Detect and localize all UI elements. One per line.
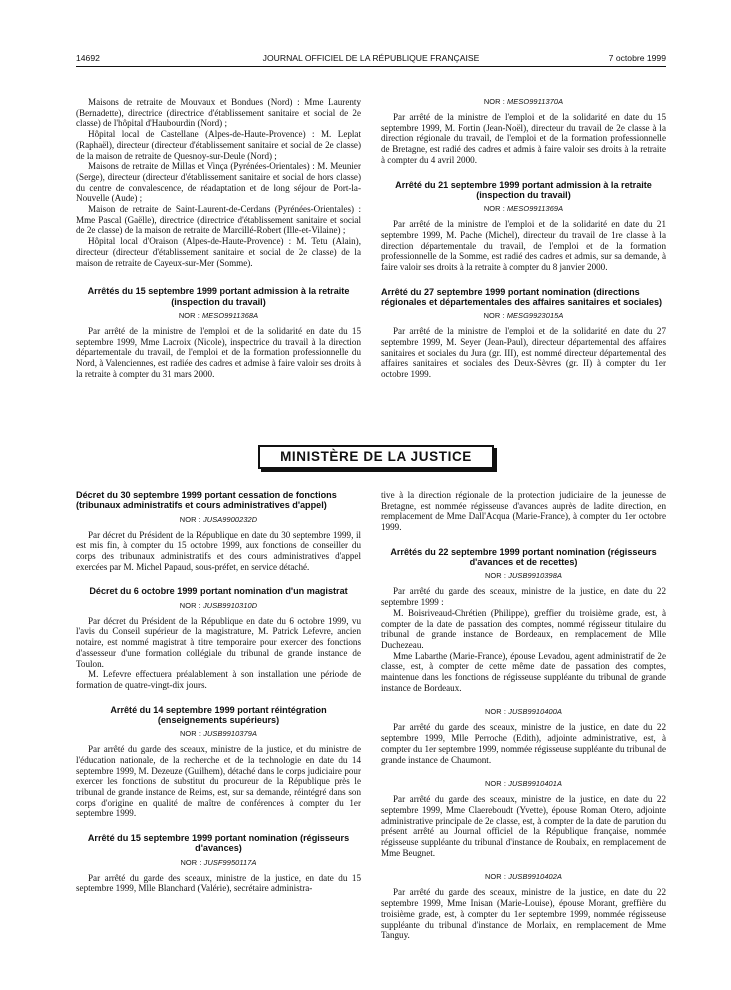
bottom-right-column: [381, 490, 666, 941]
nor-label: NOR :: [179, 600, 201, 610]
decree-text: Mme Labarthe (Marie-France), épouse Levadou, agent administratif de 2e classe, est, à compter de cette même date de passation des comptes, maintenue dans les fonctions de régisseuse suppléante du tribunal de grande instance de Bordeaux.: [381, 650, 666, 693]
page-number: 14692: [76, 53, 100, 63]
decree-text: M. Boisriveaud-Chrétien (Philippe), greffier du troisième grade, est, à compter de la date de passation des comptes, nommé régisseur titulaire du tribunal de grande instance de Bordeaux, en remplacement de Mlle Duchezeau.: [381, 607, 666, 650]
decree-text: Par arrêté du garde des sceaux, ministre de la justice, et du ministre de l'éducation nationale, de la recherche et de la technologie en date du 14 septembre 1999, M. Dezeuze (Guilhem), détaché dans le corps judiciaire pour exercer les fonctions de substitut du procureur de la République près le tribunal de grande instance de Reims, est, sur sa demande, réintégré dans son corps d'origine en qualité de maître de conférences à compter du 1er septembre 1999.: [76, 744, 361, 819]
nor-code: JUSB9910398A: [508, 571, 562, 581]
decree-text: Par arrêté du garde des sceaux, ministre de la justice, en date du 22 septembre 1999, Mme Claereboudt (Yvette), épouse Roman Otero, adjointe administrative principale de 2e classe, est, à compter de la date de parution du présent arrêté au Journal officiel de la République française, nommée régisseuse suppléante du tribunal d'instance de Roubaix, en remplacement de Mme Beugnet.: [381, 794, 666, 858]
decree-title: Arrêté du 21 septembre 1999 portant admission à la retraite (inspection du travail): [395, 179, 652, 200]
decree-title: Arrêtés du 15 septembre 1999 portant admission à la retraite (inspection du travail): [87, 286, 350, 307]
nor-label: NOR :: [179, 514, 201, 524]
nor-label: NOR :: [483, 311, 505, 321]
nor-reference: [381, 571, 666, 580]
decree-text: Par arrêté du garde des sceaux, ministre de la justice, en date du 22 septembre 1999, Mme Inisan (Marie-Louise), épouse Morant, greffière du troisième grade, est, à compter du 1er septembre 1999, nommée régisseuse suppléante du tribunal d'instance de Morlaix, en remplacement de Mme Tanguy.: [381, 887, 666, 941]
decree-text: Par arrêté de la ministre de l'emploi et de la solidarité en date du 15 septembre 1999, Mme Lacroix (Nicole), inspectrice du travail à la direction départementale du travail, de l'emploi et de la formation professionnelle du Nord, à Valenciennes, est radiée des cadres et admise à faire valoir ses droits à la retraite à compter du 31 mars 2000.: [76, 325, 361, 379]
nor-reference: [381, 311, 666, 320]
nor-code: JUSB9910401A: [508, 779, 562, 789]
decree-title: Arrêté du 27 septembre 1999 portant nomination (directions régionales et départementales des affaires sanitaires et sociales): [381, 286, 663, 307]
top-left-column: [76, 97, 361, 379]
ministry-heading: MINISTÈRE DE LA JUSTICE: [258, 445, 494, 469]
nor-reference: [381, 779, 666, 788]
decree-text: Par arrêté de la ministre de l'emploi et de la solidarité en date du 27 septembre 1999, M. Seyer (Jean-Paul), directeur départemental des affaires sanitaires et sociales du Jura (gr. III), est nommé directeur départemental des affaires sanitaires et sociales des Deux-Sèvres (gr. II) à compter du 1er octobre 1999.: [381, 326, 666, 380]
header-rule: [76, 66, 666, 67]
nor-reference: [76, 311, 361, 320]
nor-code: JUSB9910379A: [203, 729, 257, 739]
decree-text: Par décret du Président de la République en date du 6 octobre 1999, vu l'avis du Conseil supérieur de la magistrature, M. Patrick Lefevre, ancien notaire, est nommé magistrat à titre temporaire pour exercer des fonctions d'assesseur d'une formation collégiale du tribunal de grande instance de Toulon.: [76, 615, 361, 669]
decree-title: Arrêtés du 22 septembre 1999 portant nomination (régisseurs d'avances et de recettes): [390, 546, 657, 568]
nor-code: JUSF9950117A: [203, 857, 257, 867]
body-paragraph: Hôpital local d'Oraison (Alpes-de-Haute-Provence) : M. Tetu (Alain), directeur (directeur d'établissement sanitaire et social de 2e classe) de la maison de retraite de Cayeux-sur-Mer (Somme).: [76, 236, 361, 268]
nor-reference: [76, 858, 361, 867]
top-right-column: [381, 97, 666, 380]
nor-code: JUSB9910402A: [508, 872, 562, 882]
nor-reference: [76, 515, 361, 524]
nor-label: NOR :: [485, 571, 507, 581]
nor-label: NOR :: [483, 97, 505, 106]
body-paragraph: Maison de retraite de Saint-Laurent-de-Cerdans (Pyrénées-Orientales) : Mme Pascal (Gaëlle), directrice (directrice d'établissement sanitaire et social de 2e classe) de la maison de retraite de Marcillé-Robert (Ille-et-Vilaine) ;: [76, 204, 361, 236]
decree-title: Arrêté du 14 septembre 1999 portant réintégration (enseignements supérieurs): [110, 704, 327, 725]
nor-label: NOR :: [180, 857, 202, 867]
nor-code: MESO9911369A: [507, 204, 564, 214]
nor-code: MESO9911370A: [507, 97, 564, 106]
decree-text-continued: tive à la direction régionale de la protection judiciaire de la jeunesse de Bretagne, est nommée régisseuse d'avances auprès de ladite direction, en remplacement de Mme Dall'Acqua (Marie-France), à compter du 1er octobre 1999.: [381, 490, 666, 533]
nor-code: JUSB9910310D: [202, 600, 258, 610]
body-paragraph: Maisons de retraite de Mouvaux et Bondues (Nord) : Mme Laurenty (Bernadette), directrice (directrice d'établissement sanitaire et social de 2e classe) de l'hôpital d'Haubourdin (Nord) ;: [76, 97, 361, 129]
decree-text: Par arrêté de la ministre de l'emploi et de la solidarité en date du 21 septembre 1999, M. Pache (Michel), directeur du travail de 1re classe à la direction départementale du travail, de l'emploi et de la formation professionnelle de la Somme, est radié des cadres et admis, sur sa demande, à faire valoir ses droits à la retraite à compter du 8 janvier 2000.: [381, 219, 666, 272]
decree-text: Par décret du Président de la République en date du 30 septembre 1999, il est mis fin, à compter du 15 octobre 1999, aux fonctions de conseiller du corps des tribunaux administratifs et des cours administratives d'appel exercées par M. Michel Papaud, sous-préfet, en service détaché.: [76, 529, 361, 572]
nor-reference: [76, 729, 361, 738]
decree-text: M. Lefevre effectuera préalablement à son installation une période de formation de quatre-vingt-dix jours.: [76, 669, 361, 690]
decree-text: Par arrêté du garde des sceaux, ministre de la justice, en date du 15 septembre 1999, Mlle Blanchard (Valérie), secrétaire administra-: [76, 872, 361, 894]
decree-title: Décret du 6 octobre 1999 portant nomination d'un magistrat: [89, 586, 348, 597]
issue-date: 7 octobre 1999: [608, 53, 666, 63]
journal-title: JOURNAL OFFICIEL DE LA RÉPUBLIQUE FRANÇAISE: [262, 53, 480, 63]
nor-label: NOR :: [485, 779, 507, 789]
nor-reference: [381, 97, 666, 106]
page-header: [76, 53, 666, 67]
nor-code: JUSB9910400A: [508, 707, 562, 717]
nor-code: MESG9923015A: [506, 311, 564, 321]
body-paragraph: Hôpital local de Castellane (Alpes-de-Haute-Provence) : M. Leplat (Raphaël), directeur (directeur d'établissement sanitaire et social de 2e classe) de la maison de retraite de Quesnoy-sur-Deule (Nord) ;: [76, 129, 361, 161]
nor-reference: [381, 204, 666, 213]
decree-text: Par arrêté du garde des sceaux, ministre de la justice, en date du 22 septembre 1999, Mlle Perroche (Edith), adjointe administrative, est, à compter du 1er septembre 1999, nommée régisseuse suppléante du tribunal de grande instance de Chaumont.: [381, 722, 666, 765]
decree-text: Par arrêté de la ministre de l'emploi et de la solidarité en date du 15 septembre 1999, M. Fortin (Jean-Noël), directeur du travail de 2e classe à la direction régionale du travail, de l'emploi et de la formation professionnelle de Bretagne, est radié des cadres et admis à faire valoir ses droits à la retraite à compter du 4 avril 2000.: [381, 112, 666, 165]
nor-label: NOR :: [178, 310, 200, 320]
nor-code: JUSA9900232D: [202, 514, 258, 524]
nor-label: NOR :: [485, 872, 507, 882]
bottom-left-column: [76, 490, 361, 894]
body-paragraph: Maisons de retraite de Millas et Vinça (Pyrénées-Orientales) : M. Meunier (Serge), directeur (directeur d'établissement sanitaire et social de hors classe) du centre de convalescence, de réadaptation et de long séjour de Port-la-Nouvelle (Aude) ;: [76, 161, 361, 204]
nor-code: MESO9911368A: [202, 310, 259, 320]
nor-label: NOR :: [483, 204, 505, 214]
nor-label: NOR :: [180, 729, 202, 739]
nor-label: NOR :: [485, 707, 507, 717]
nor-reference: [76, 601, 361, 610]
decree-text: Par arrêté du garde des sceaux, ministre de la justice, en date du 22 septembre 1999 :: [381, 586, 666, 608]
nor-reference: [381, 707, 666, 716]
nor-reference: [381, 872, 666, 881]
decree-title: Décret du 30 septembre 1999 portant cessation de fonctions (tribunaux administratifs et cours administratives d'appel): [76, 490, 337, 511]
decree-title: Arrêté du 15 septembre 1999 portant nomination (régisseurs d'avances): [87, 833, 350, 854]
